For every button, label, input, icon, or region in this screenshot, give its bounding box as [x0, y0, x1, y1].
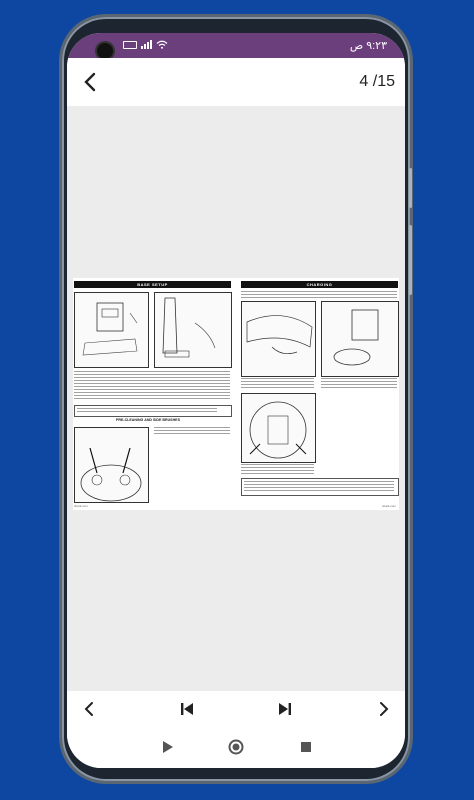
charging-intro-text: [241, 291, 397, 299]
figure-robot-top: [241, 393, 316, 463]
skip-previous-icon[interactable]: [175, 697, 199, 721]
right-column: [241, 281, 398, 506]
wifi-icon: [156, 40, 168, 49]
document-page: [73, 278, 399, 510]
subheading-pre-cleaning: PRE-CLEANING AND SIDE BRUSHES: [116, 418, 180, 422]
robot-text: [241, 464, 314, 474]
note-box: [74, 405, 232, 417]
figure-remove-tab: [241, 301, 316, 377]
power-text: [241, 378, 314, 390]
left-footer: shark.com: [74, 504, 88, 508]
camera-icon: [97, 43, 113, 59]
figure-power-cord: [154, 292, 232, 368]
system-navigation-bar: [67, 726, 405, 768]
battery-icon: [123, 41, 137, 49]
setup-text: [74, 371, 230, 401]
status-icons: [123, 40, 168, 49]
document-viewer[interactable]: [67, 106, 405, 691]
square-recent-icon[interactable]: [296, 738, 316, 756]
brush-text: [154, 427, 230, 436]
right-footer: shark.com: [382, 504, 396, 508]
skip-next-icon[interactable]: [273, 697, 297, 721]
volume-button: [409, 168, 412, 208]
section-title-base-setup: BASE SETUP: [74, 281, 231, 288]
chevron-left-icon[interactable]: [77, 697, 101, 721]
total-pages: /15: [372, 73, 395, 90]
figure-robot-docking: [321, 301, 399, 377]
triangle-back-icon[interactable]: [157, 738, 177, 756]
page-navigation: [67, 691, 405, 726]
left-column: [74, 281, 231, 506]
screen: [67, 33, 405, 768]
charging-note-box: [241, 478, 399, 496]
figure-side-brushes: [74, 427, 149, 503]
chevron-right-icon[interactable]: [372, 697, 396, 721]
page-indicator: [359, 73, 395, 91]
power-button: [409, 225, 412, 295]
top-bar: [67, 58, 405, 106]
section-title-charging: CHARGING: [241, 281, 398, 288]
current-page: 4: [359, 73, 369, 90]
status-time: ٩:٢٣ ص: [349, 40, 387, 52]
signal-icon: [141, 41, 152, 49]
arrow-left-icon[interactable]: [77, 68, 105, 96]
status-bar: [67, 33, 405, 58]
figure-base-station: [74, 292, 149, 368]
circle-home-icon[interactable]: [226, 738, 246, 756]
dock-text: [321, 378, 397, 390]
